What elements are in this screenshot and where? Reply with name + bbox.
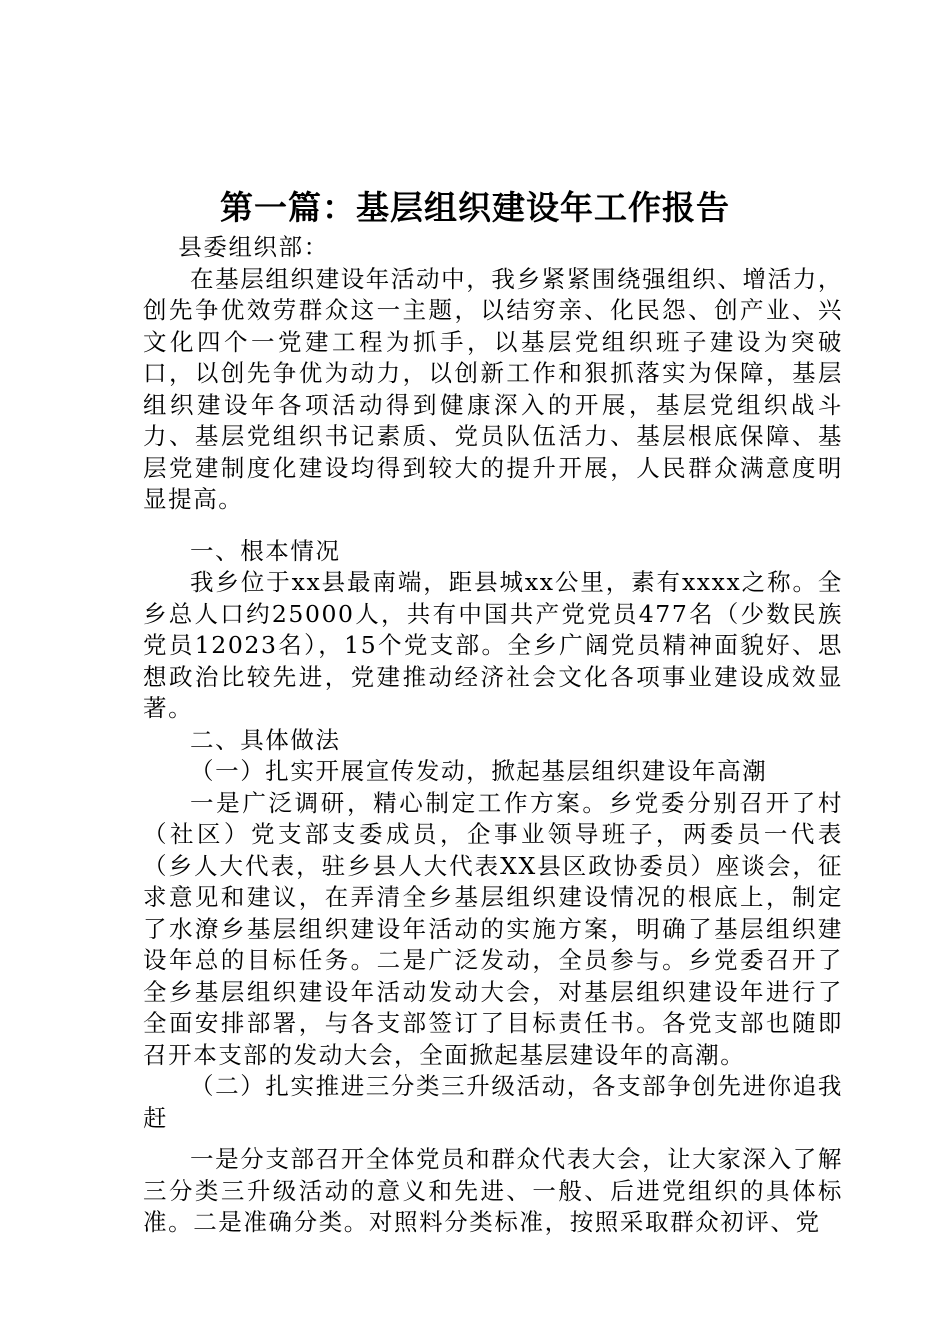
intro-paragraph: 在基层组织建设年活动中，我乡紧紧围绕强组织、增活力，创先争优效劳群众这一主题，以结穷亲、化民怨、创产业、兴文化四个一党建工程为抓手，以基层党组织班子建设为突破口，以创先争优为动力，以创新工作和狠抓落实为保障，基层组织建设年各项活动得到健康深入的开展，基层党组织战斗力、基层党组织书记素质、党员队伍活力、基层根底保障、基层党建制度化建设均得到较大的提升开展，人民群众满意度明显提高。 [143, 264, 843, 513]
document-title: 第一篇：基层组织建设年工作报告 [220, 188, 730, 227]
section-heading-basic-situation: 一、根本情况 [190, 536, 341, 565]
salutation: 县委组织部： [178, 233, 329, 261]
document-body [143, 232, 843, 1239]
basic-situation-paragraph: 我乡位于xx县最南端，距县城xx公里，素有xxxx之称。全乡总人口约25000人，共有中国共产党党员477名（少数民族党员12023名），15个党支部。全乡广阔党员精神面貌好、思想政治比较先进，党建推动经济社会文化各项事业建设成效显著。 [143, 568, 843, 722]
section-heading-specific-practices: 二、具体做法 [190, 725, 341, 754]
three-classifications-paragraph: 一是分支部召开全体党员和群众代表大会，让大家深入了解三分类三升级活动的意义和先进、一般、后进党组织的具体标准。二是准确分类。对照料分类标准，按照采取群众初评、党 [143, 1145, 843, 1236]
subsection-heading-three-classifications: （二）扎实推进三分类三升级活动，各支部争创先进你追我赶 [143, 1072, 843, 1132]
publicity-paragraph: 一是广泛调研，精心制定工作方案。乡党委分别召开了村（社区）党支部支委成员，企事业领导班子，两委员一代表（乡人大代表，驻乡县人大代表XX县区政协委员）座谈会，征求意见和建议，在弄清全乡基层组织建设情况的根底上，制定了水潦乡基层组织建设年活动的实施方案，明确了基层组织建设年总的目标任务。二是广泛发动，全员参与。乡党委召开了全乡基层组织建设年活动发动大会，对基层组织建设年进行了全面安排部署，与各支部签订了目标责任书。各党支部也随即召开本支部的发动大会，全面掀起基层建设年的高潮。 [143, 788, 843, 1069]
subsection-heading-publicity: （一）扎实开展宣传发动，掀起基层组织建设年高潮 [190, 757, 768, 785]
